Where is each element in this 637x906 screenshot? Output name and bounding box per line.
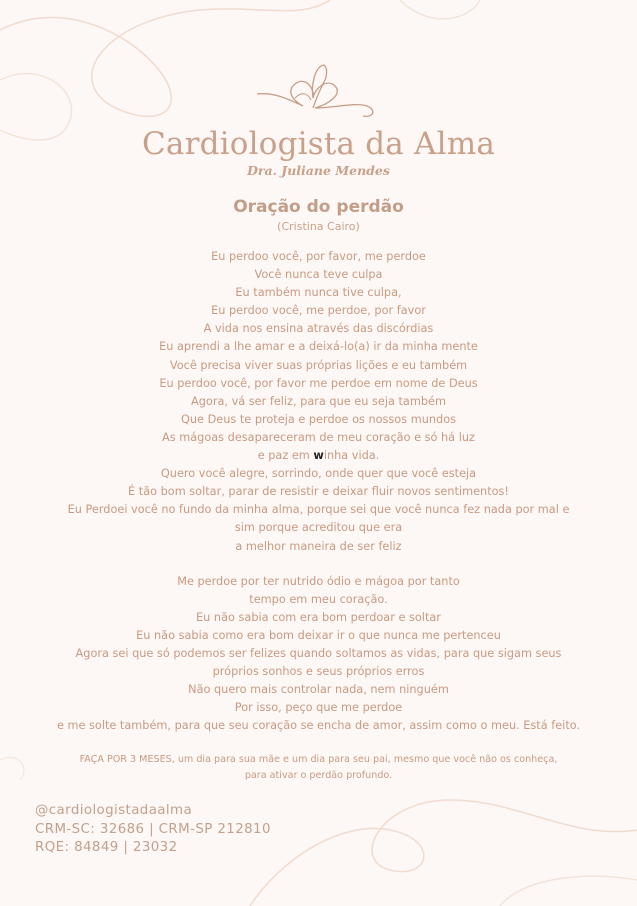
- poem-line: tempo em meu coração.: [249, 592, 388, 606]
- poem-line: próprios sonhos e seus próprios erros: [212, 665, 425, 679]
- instruction-line: para ativar o perdão profundo.: [244, 770, 393, 781]
- poem-line: sim porque acreditou que era: [234, 521, 403, 535]
- instruction-line: FAÇA POR 3 MESES, um dia para sua mãe e um dia para seu pai, mesmo que você não os conheça,: [79, 754, 558, 765]
- poem-line: A vida nos ensina através das discórdias: [203, 322, 434, 336]
- poem-line: Eu Perdoei você no fundo da minha alma, porque sei que você nunca fez nada por mal e: [67, 503, 570, 517]
- poem-line: Que Deus te proteja e perdoe os nossos mundos: [180, 412, 456, 426]
- poem-line: Eu perdoo você, por favor me perdoe em nome de Deus: [159, 376, 478, 390]
- poem-line: Eu perdoo você, me perdoe, por favor: [211, 304, 426, 318]
- poem-line: a melhor maneira de ser feliz: [235, 539, 402, 553]
- poem-line: Eu não sabia como era bom deixar ir o que nunca me pertenceu: [136, 628, 501, 642]
- text-cursor-mark: w: [313, 449, 324, 463]
- rqe-registration: RQE: 84849 | 23032: [35, 840, 178, 855]
- instruction-note: [20, 752, 617, 784]
- poem-line: Eu também nunca tive culpa,: [235, 286, 402, 300]
- poem-line: Agora sei que só podemos ser felizes quando soltamos as vidas, para que sigam seus: [75, 646, 562, 660]
- prayer-text: [20, 248, 617, 735]
- stanza-gap: [20, 556, 617, 573]
- poem-line: e me solte também, para que seu coração se encha de amor, assim como o meu. Está feito.: [56, 719, 581, 733]
- poem-line: Eu perdoo você, por favor, me perdoe: [211, 250, 426, 263]
- poem-line: Me perdoe por ter nutrido ódio e mágoa por tanto: [177, 574, 460, 588]
- poem-line: Quero você alegre, sorrindo, onde quer que você esteja: [160, 467, 477, 481]
- poem-line: Eu não sabia com era bom perdoar e soltar: [196, 610, 441, 624]
- poem-line: Não quero mais controlar nada, nem ninguém: [188, 683, 449, 697]
- prayer-author: (Cristina Cairo): [277, 220, 360, 233]
- poem-line: Você precisa viver suas próprias lições e eu também: [169, 358, 468, 372]
- poem-line: É tão bom soltar, parar de resistir e deixar fluir novos sentimentos!: [128, 485, 509, 499]
- footer-credentials: [35, 802, 271, 858]
- poem-line: As mágoas desapareceram de meu coração e só há luz: [162, 430, 475, 444]
- poem-line: Por isso, peço que me perdoe: [234, 701, 403, 715]
- prayer-title: Oração do perdão: [233, 197, 404, 217]
- brand-name: Cardiologista da Alma: [141, 126, 496, 162]
- social-handle: @cardiologistadaalma: [35, 803, 193, 818]
- poem-line: Eu aprendi a lhe amar e a deixá-lo(a) ir da minha mente: [159, 340, 478, 354]
- poem-line-start: e paz em: [257, 449, 314, 463]
- poem-line-end: inha vida.: [323, 449, 380, 463]
- poem-line: Você nunca teve culpa: [254, 268, 383, 282]
- heart-logo-icon: [255, 62, 380, 122]
- poem-line: Agora, vá ser feliz, para que eu seja também: [191, 394, 446, 408]
- brand-subtitle: Dra. Juliane Mendes: [247, 163, 390, 178]
- poem-line: [20, 447, 617, 465]
- crm-registration: CRM-SC: 32686 | CRM-SP 212810: [35, 821, 271, 837]
